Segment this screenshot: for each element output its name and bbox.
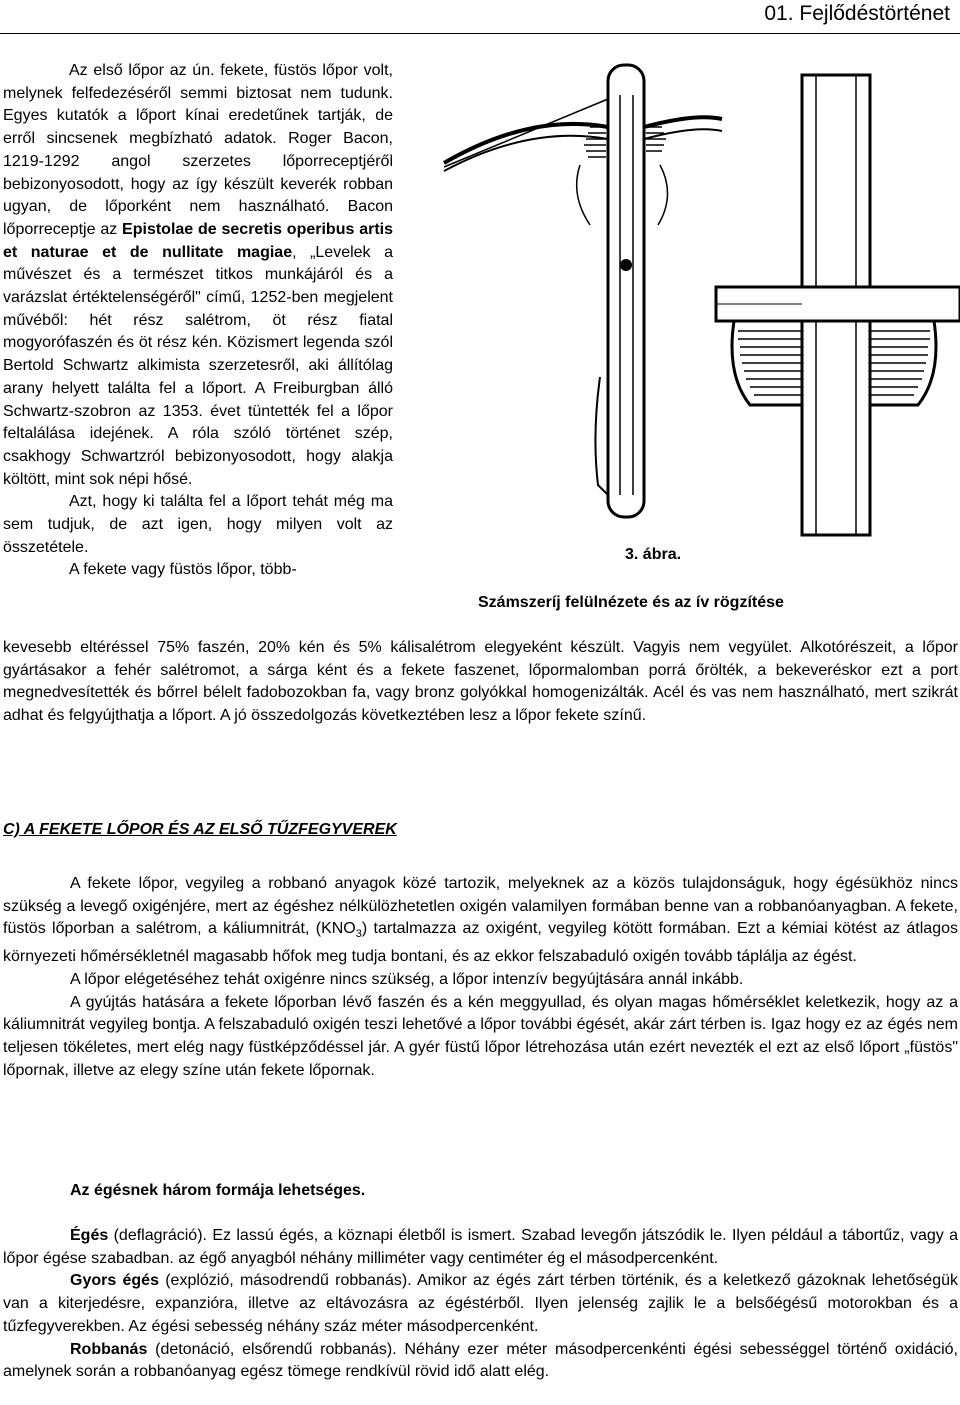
intro-text-a: Az első lőpor az ún. fekete, füstös lőpor volt, melynek felfedezéséről semmi biztosat nem tudunk. Egyes kutatók a lőport kínai eredetűnek tartják, de erről sincsenek megbízható adatok. Roger Bacon, 1219-1292 angol szerzetes lőporreceptjéről bebizonyosodott, hogy az így készült keverék robban ugyan, de lőporként nem használható. Bacon lőporreceptje az bbox=[3, 62, 393, 238]
composition-text: kevesebb eltéréssel 75% faszén, 20% kén és 5% kálisalétrom elegyeként készült. Vagyis nem vegyület. Alkotórészeit, a lőpor gyártásakor a fehér salétromot, a sárga ként és a fekete faszenet, lőpormalomban porrá őrölték, a bekeveréskor ezt a port megnedvesítették és bőrrel bélelt fadobozokban fa, vagy bronz golyókkal homogenizálták. Acél és vas nem használható, mert szikrát adhat és felgyújthatja a lőport. A jó összedolgozás következtében lesz a lőpor fekete színű. bbox=[3, 639, 958, 725]
oxygen-paragraph: A lőpor elégetéséhez tehát oxigénre nincs szükség, a lőpor intenzív begyújtására annál inkább. bbox=[70, 971, 744, 988]
explosion-desc: (explózió, másodrendű robbanás). Amikor az égés zárt térben történik, és a keletkező gázoknak lehetőségük van a kiterjedésre, expanzióra, illetve az eltávozásra az égéstérből. Ilyen jelenség zajlik le a belsőégésű motorokban és a tűzfegyverekben. Az égési sebesség néhány száz méter másodpercenként. bbox=[3, 1272, 959, 1335]
deflagration-term: Égés bbox=[70, 1227, 109, 1244]
origin-paragraph: Azt, hogy ki találta fel a lőport tehát még ma sem tudjuk, de azt igen, hogy milyen volt az összetétele. bbox=[3, 493, 393, 556]
chapter-header: 01. Fejlődéstörténet bbox=[764, 2, 950, 25]
explosion-term: Gyors égés bbox=[70, 1272, 159, 1290]
intro-text-b: , „Levelek a művészet és a természet titkos munkájáról és a varázslat értéktelenségéről" című, 1252-ben megjelent művéből: hét rész salétrom, öt rész fiatal mogyorófaszén és öt rész kén. Közismert legenda szól Bertold Schwartz alkimista szerzetesről, aki állítólag arany helyett találta fel a lőport. A Freiburgban álló Schwartz-szobron az 1353. évet tüntették fel a lőpor feltalálása idejének. A róla szóló történet szép, csakhogy Schwartzról bebizonyosodott, hogy alakja költött, mint sok népi hősé. bbox=[3, 243, 393, 488]
detonation-item bbox=[3, 1339, 958, 1384]
black-powder-text-b: ) tartalmazza az oxigént, vegyileg kötött formában. Ezt a kémiai kötést az átlagos környezeti hőmérsékletnél magasabb hőfok meg tudja bontani, és az ekkor felszabaduló oxigén tovább táplálja az égést. bbox=[3, 920, 959, 966]
combustion-list bbox=[3, 1225, 958, 1384]
section-heading: C) A FEKETE LŐPOR ÉS AZ ELSŐ TŰZFEGYVEREK bbox=[3, 821, 397, 838]
black-powder-text-a: A fekete lőpor, vegyileg a robbanó anyagok közé tartozik, melyeknek az a közös tulajdonságuk, hogy égésükhöz nincs szükség a levegő oxigénjére, mert az égéshez nélkülözhetetlen oxigén valamilyen formában benne van a robbanóanyagban. A fekete, füstös lőporban a salétrom, a káliumnitrát, (KNO bbox=[3, 875, 958, 938]
explosion-item bbox=[3, 1270, 958, 1338]
deflagration-desc: (deflagráció). Ez lassú égés, a köznapi életből is ismert. Szabad levegőn játszódik le. Ilyen például a tábortűz, vagy a lőpor égése szabadban. az égő anyagból néhány milliméter vagy centiméter ég el másodpercenként. bbox=[3, 1227, 958, 1267]
composition-paragraph-start: A fekete vagy füstös lőpor, több- bbox=[69, 561, 297, 579]
black-powder-paragraph bbox=[3, 873, 958, 969]
deflagration-item bbox=[3, 1225, 958, 1270]
header-rule bbox=[0, 33, 960, 34]
latin-title: Epistolae de secretis operibus artis et naturae et de nullitate magiae bbox=[3, 220, 393, 261]
intro-paragraph bbox=[3, 60, 393, 491]
intro-column bbox=[3, 60, 393, 582]
crossbow-illustration bbox=[420, 55, 960, 545]
section-body bbox=[3, 873, 958, 1083]
combustion-heading: Az égésnek három formája lehetséges. bbox=[70, 1182, 366, 1199]
detonation-desc: (detonáció, elsőrendű robbanás). Néhány ezer méter másodpercenkénti égési sebességgel történő oxidáció, amelynek során a robbanóanyag egész tömege rendkívül rövid idő alatt elég. bbox=[3, 1340, 958, 1381]
subscript-3: 3 bbox=[355, 928, 362, 941]
figure-caption: Számszeríj felülnézete és az ív rögzítése bbox=[478, 594, 784, 611]
composition-paragraph bbox=[3, 637, 958, 728]
figure-number: 3. ábra. bbox=[625, 546, 682, 563]
detonation-term: Robbanás bbox=[70, 1340, 148, 1358]
ignition-paragraph: A gyújtás hatására a fekete lőporban lévő faszén és a kén meggyullad, és olyan magas hőmérséklet keletkezik, hogy az a káliumnitrát vegyileg bontja. A felszabaduló oxigén teszi lehetővé a lőpor további égését, akár zárt térben is. Igaz hogy ez az égés nem teljesen tökéletes, mert elég nagy füstképződéssel jár. A gyér füstű lőpor létrehozása után ezért nevezték el ezt az első lőport „füstös" lőpornak, illetve az elegy színe után fekete lőpornak. bbox=[3, 993, 958, 1079]
